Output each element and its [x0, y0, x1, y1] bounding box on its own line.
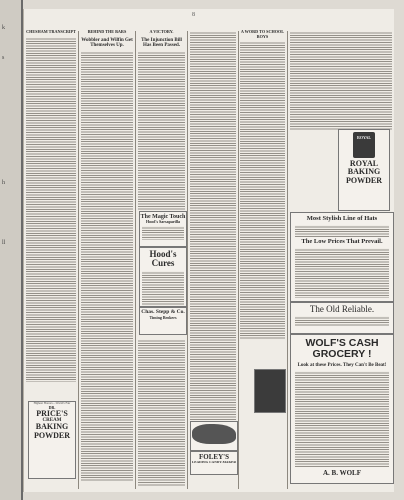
column-header: BEHIND THE BARS	[87, 29, 127, 34]
binding-margin	[0, 0, 22, 500]
foleys-candy-ad	[190, 451, 238, 475]
column-rule	[135, 31, 136, 489]
ad-title: The Low Prices That Prevail.	[301, 237, 383, 245]
margin-mark: s	[2, 55, 5, 61]
column-text	[81, 51, 133, 481]
ad-line: CREAM	[42, 418, 62, 424]
ad-text	[295, 225, 389, 237]
ad-title: WOLF'S CASH GROCERY !	[305, 337, 379, 361]
column-text	[26, 37, 76, 382]
ad-title: Hood's Cures	[149, 249, 177, 269]
column-header: A WORD TO SCHOOL BOYS	[240, 29, 285, 39]
royal-can: ROYAL	[353, 132, 375, 158]
column-3-lower	[138, 339, 185, 487]
column-5	[240, 29, 285, 339]
ad-title: FOLEY'S	[199, 453, 229, 461]
ad-text	[295, 248, 389, 298]
ad-signature: A. B. WOLF	[323, 469, 361, 478]
ad-line: DR.	[48, 404, 56, 410]
column-rule	[187, 31, 188, 489]
column-text	[190, 31, 236, 421]
newspaper-page	[23, 9, 394, 492]
ad-note: Highest Honors—World's Fair	[33, 401, 71, 405]
lion-coffee-ad	[190, 421, 238, 451]
column-header: CHESHAM TRANSCRIPT	[26, 29, 76, 34]
ad-subtitle: Hood's Sarsaparilla	[146, 219, 180, 225]
ad-text	[142, 271, 184, 307]
ad-title: The Old Reliable.	[309, 304, 375, 314]
page-folio: 8	[192, 12, 195, 18]
royal-baking-powder-ad	[338, 129, 390, 211]
ad-line: BAKING	[347, 167, 381, 177]
ad-title: The Magic Touch	[140, 214, 186, 220]
margin-mark: k	[2, 25, 5, 31]
ad-subtitle: Look at these Prices. They Can't Be Beat!	[297, 363, 387, 369]
column-rule	[287, 31, 288, 489]
lion-illustration	[192, 424, 236, 444]
column-2	[81, 29, 133, 484]
column-header: A VICTORY.	[149, 29, 174, 34]
column-rule	[238, 31, 239, 489]
column-6	[290, 31, 392, 131]
column-rule	[78, 31, 79, 489]
ad-line: ROYAL	[349, 159, 379, 168]
ad-line: BAKING	[35, 422, 69, 432]
margin-mark: ll	[2, 240, 6, 246]
old-reliable-ad	[290, 302, 394, 334]
ad-text	[295, 316, 389, 326]
chas-stepp-ad	[139, 307, 187, 335]
hoods-cures-ad	[139, 247, 187, 307]
ad-subtitle: LEADING CANDY-MAKER	[191, 460, 237, 465]
margin-mark: h	[2, 180, 5, 186]
headline: The Injunction Bill Has Been Passed.	[141, 37, 182, 49]
ad-line: PRICE'S	[36, 408, 68, 418]
dark-illustrated-ad	[254, 369, 286, 413]
price-list	[295, 371, 389, 467]
ad-title: Chas. Stepp & Co.	[141, 309, 185, 315]
column-text	[138, 51, 185, 211]
price-baking-powder-ad	[28, 401, 76, 479]
ad-title: Most Stylish Line of Hats	[306, 215, 378, 222]
ad-subtitle: Timing Brokers	[149, 314, 177, 320]
column-text	[240, 41, 285, 339]
ad-line: POWDER	[346, 175, 382, 185]
column-text	[138, 339, 185, 487]
headline: Wobbler and Wilfin Get Themselves Up.	[81, 37, 133, 49]
ad-text	[142, 226, 184, 240]
column-4	[190, 31, 236, 421]
hats-ad	[290, 212, 394, 302]
wolfs-grocery-ad	[290, 334, 394, 484]
magic-touch-ad	[139, 211, 187, 247]
column-text	[290, 31, 392, 131]
ad-line: POWDER	[34, 430, 70, 440]
